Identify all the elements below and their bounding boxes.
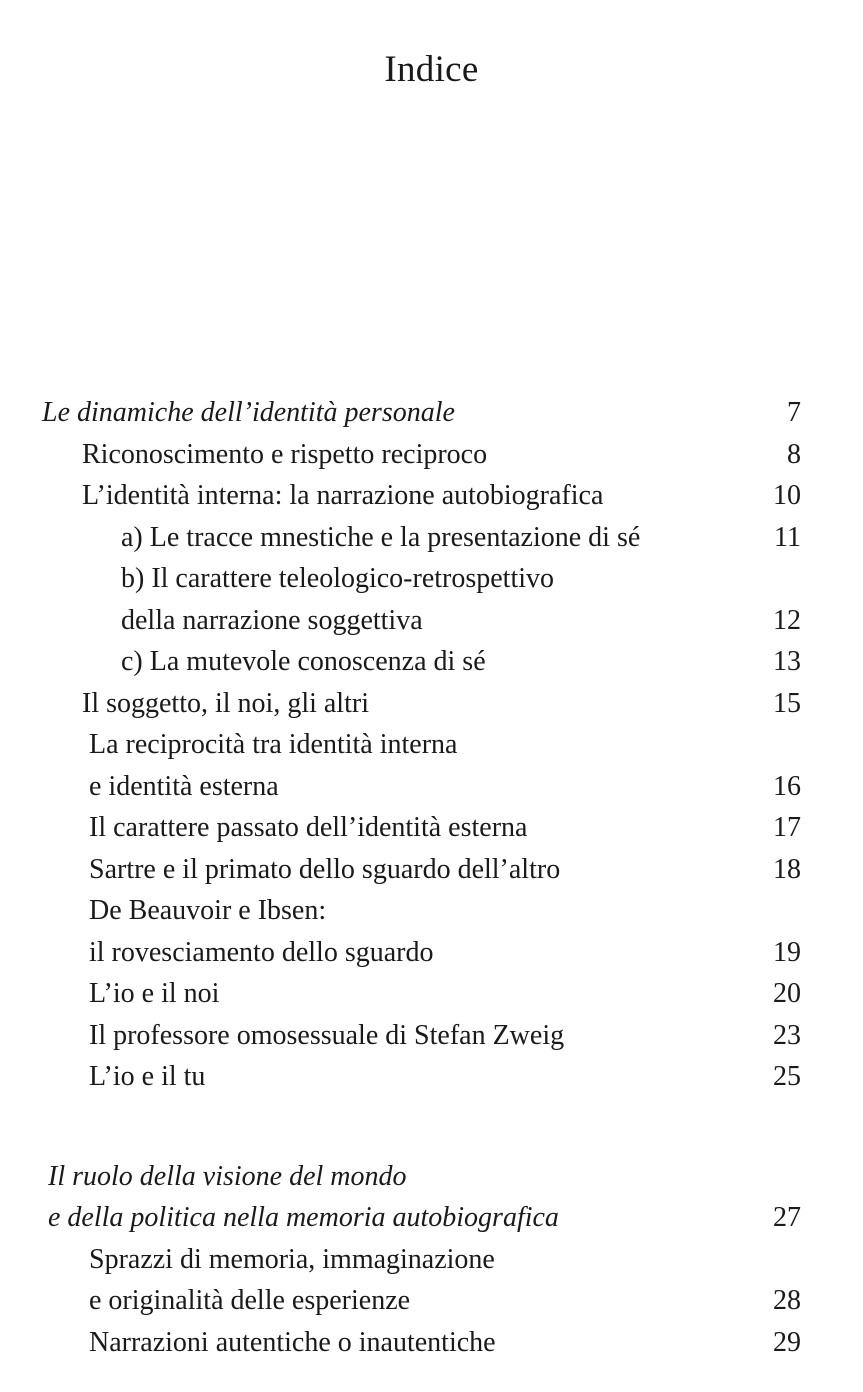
toc-entry-title: L’identità interna: la narrazione autobiografica [82,480,604,511]
toc-entry-page-number: 20 [773,978,801,1009]
toc-entry-title: Narrazioni autentiche o inautentiche [89,1326,496,1358]
toc-entry [0,1322,863,1364]
toc-entry-title: L’io e il noi [89,978,220,1009]
toc-entry-page-number: 11 [774,521,801,553]
toc-entry [0,558,863,600]
toc-entry-page-number: 29 [773,1326,801,1358]
toc-entry [0,1280,863,1322]
toc-entry [0,1197,863,1239]
toc-entry-title: Le dinamiche dell’identità personale [42,397,455,428]
toc-entry-title: Il soggetto, il noi, gli altri [82,687,369,719]
toc-entry-page-number: 7 [787,397,801,428]
toc-entry [0,932,863,974]
toc-entry [0,849,863,891]
toc-entry-title: il rovesciamento dello sguardo [89,936,434,968]
toc-entry [0,641,863,683]
table-of-contents [0,392,863,1363]
toc-entry-page-number: 18 [773,853,801,885]
toc-entry-title: Il professore omosessuale di Stefan Zweig [89,1019,565,1051]
toc-entry [0,973,863,1015]
toc-entry-page-number: 28 [773,1285,801,1316]
toc-entry-title: Sprazzi di memoria, immaginazione [89,1243,495,1275]
toc-entry-title: L’io e il tu [89,1061,206,1092]
toc-entry [0,766,863,808]
toc-entry-page-number: 19 [773,936,801,968]
toc-entry [0,600,863,642]
toc-entry-page-number: 13 [773,646,801,677]
toc-entry-title: Riconoscimento e rispetto reciproco [82,438,488,470]
toc-entry [0,724,863,766]
toc-entry [0,517,863,559]
toc-entry-title: Il ruolo della visione del mondo [48,1160,407,1192]
toc-entry-page-number: 25 [773,1061,801,1092]
toc-entry-page-number: 10 [773,480,801,511]
toc-entry-page-number: 23 [773,1019,801,1051]
toc-entry-title: e della politica nella memoria autobiografica [48,1202,559,1233]
toc-entry-title: Il carattere passato dell’identità esterna [89,812,528,843]
toc-entry-page-number: 16 [773,770,801,802]
toc-entry-page-number: 17 [773,812,801,843]
toc-entry-title: della narrazione soggettiva [121,604,423,636]
toc-entry-page-number: 12 [773,604,801,636]
toc-entry-title: Sartre e il primato dello sguardo dell’altro [89,853,561,885]
toc-entry-page-number: 27 [773,1202,801,1233]
toc-entry-title: a) Le tracce mnestiche e la presentazione di sé [121,521,641,553]
toc-entry [0,683,863,725]
toc-entry-title: b) Il carattere teleologico-retrospettivo [121,563,555,594]
toc-entry [0,1239,863,1281]
toc-entry-title: c) La mutevole conoscenza di sé [121,646,486,677]
toc-entry-page-number: 15 [773,687,801,719]
section-gap [0,1098,863,1156]
toc-entry [0,890,863,932]
toc-entry-title: De Beauvoir e Ibsen: [89,895,327,926]
toc-entry [0,475,863,517]
toc-entry-page-number: 8 [787,438,801,470]
toc-entry [0,1056,863,1098]
toc-entry [0,434,863,476]
toc-entry [0,807,863,849]
toc-entry [0,1015,863,1057]
toc-entry-title: e identità esterna [89,770,279,802]
toc-entry-title: La reciprocità tra identità interna [89,729,458,760]
toc-entry [0,392,863,434]
page-title: Indice [384,49,479,90]
toc-entry-title: e originalità delle esperienze [89,1285,411,1316]
toc-entry [0,1156,863,1198]
